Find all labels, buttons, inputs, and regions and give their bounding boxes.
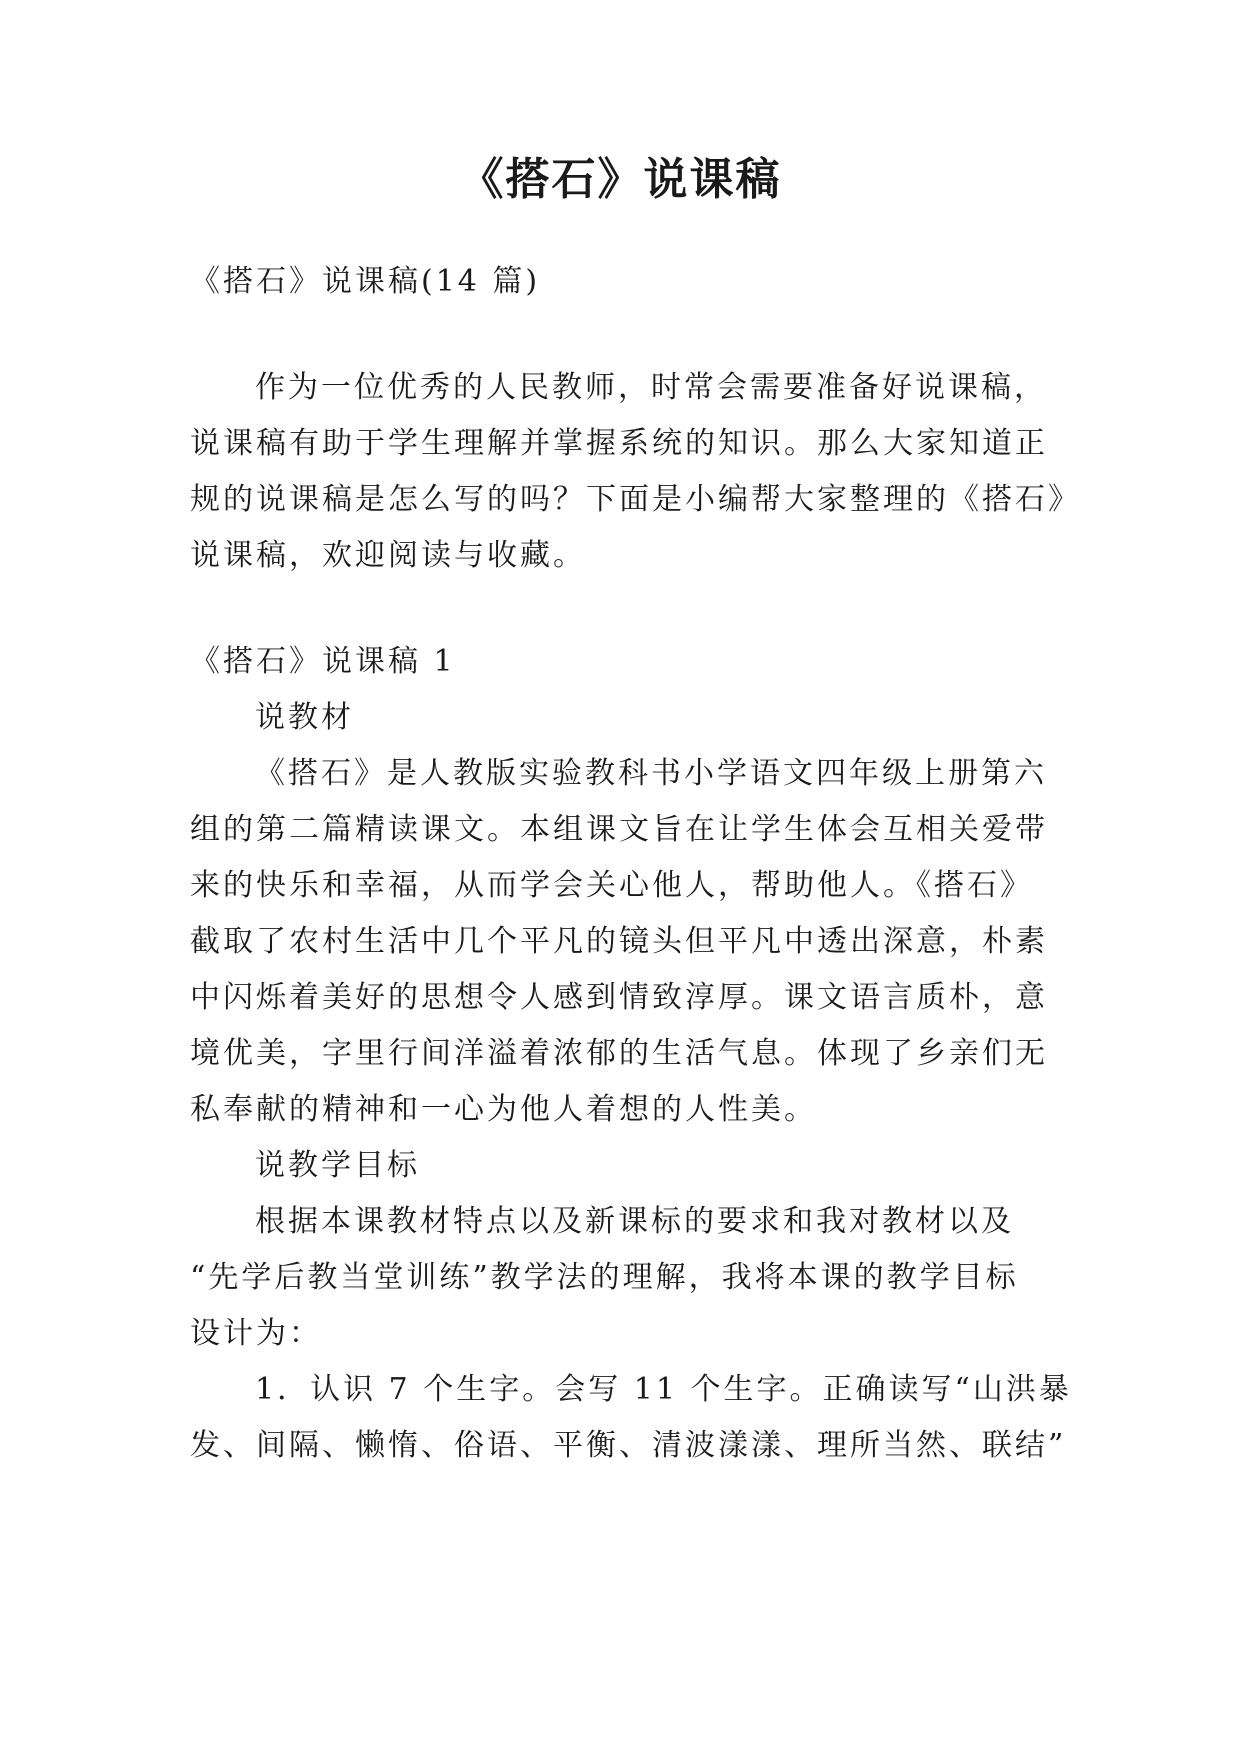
paragraph-line: 境优美，字里行间洋溢着浓郁的生活气息。体现了乡亲们无: [190, 1036, 1048, 1071]
paragraph-line: 1．认识 7 个生字。会写 11 个生字。正确读写“山洪暴: [255, 1372, 1072, 1407]
paragraph-line: 中闪烁着美好的思想令人感到情致淳厚。课文语言质朴，意: [190, 980, 1048, 1015]
document-title: 《搭石》说课稿: [459, 154, 782, 205]
section-heading: 说教学目标: [255, 1148, 420, 1183]
section-heading: 说教材: [255, 700, 354, 735]
paragraph-line: 设计为：: [190, 1316, 322, 1351]
paragraph-line: 作为一位优秀的人民教师，时常会需要准备好说课稿，: [255, 370, 1047, 405]
paragraph-line: 私奉献的精神和一心为他人着想的人性美。: [190, 1092, 817, 1127]
document-subtitle: 《搭石》说课稿(14 篇): [190, 264, 541, 299]
paragraph-line: 《搭石》是人教版实验教科书小学语文四年级上册第六: [255, 756, 1047, 791]
paragraph-line: 截取了农村生活中几个平凡的镜头但平凡中透出深意，朴素: [190, 924, 1048, 959]
paragraph-line: 规的说课稿是怎么写的吗？下面是小编帮大家整理的《搭石》: [190, 482, 1081, 517]
paragraph-line: 根据本课教材特点以及新课标的要求和我对教材以及: [255, 1204, 1014, 1239]
paragraph-line: “先学后教当堂训练”教学法的理解，我将本课的教学目标: [190, 1260, 1019, 1295]
paragraph-line: 发、间隔、懒惰、俗语、平衡、清波漾漾、理所当然、联结”: [190, 1428, 1067, 1463]
paragraph-line: 说课稿，欢迎阅读与收藏。: [190, 538, 586, 573]
section-title: 《搭石》说课稿 1: [190, 644, 456, 679]
paragraph-line: 组的第二篇精读课文。本组课文旨在让学生体会互相关爱带: [190, 812, 1048, 847]
paragraph-line: 说课稿有助于学生理解并掌握系统的知识。那么大家知道正: [190, 426, 1048, 461]
paragraph-line: 来的快乐和幸福，从而学会关心他人，帮助他人。《搭石》: [190, 868, 1033, 903]
